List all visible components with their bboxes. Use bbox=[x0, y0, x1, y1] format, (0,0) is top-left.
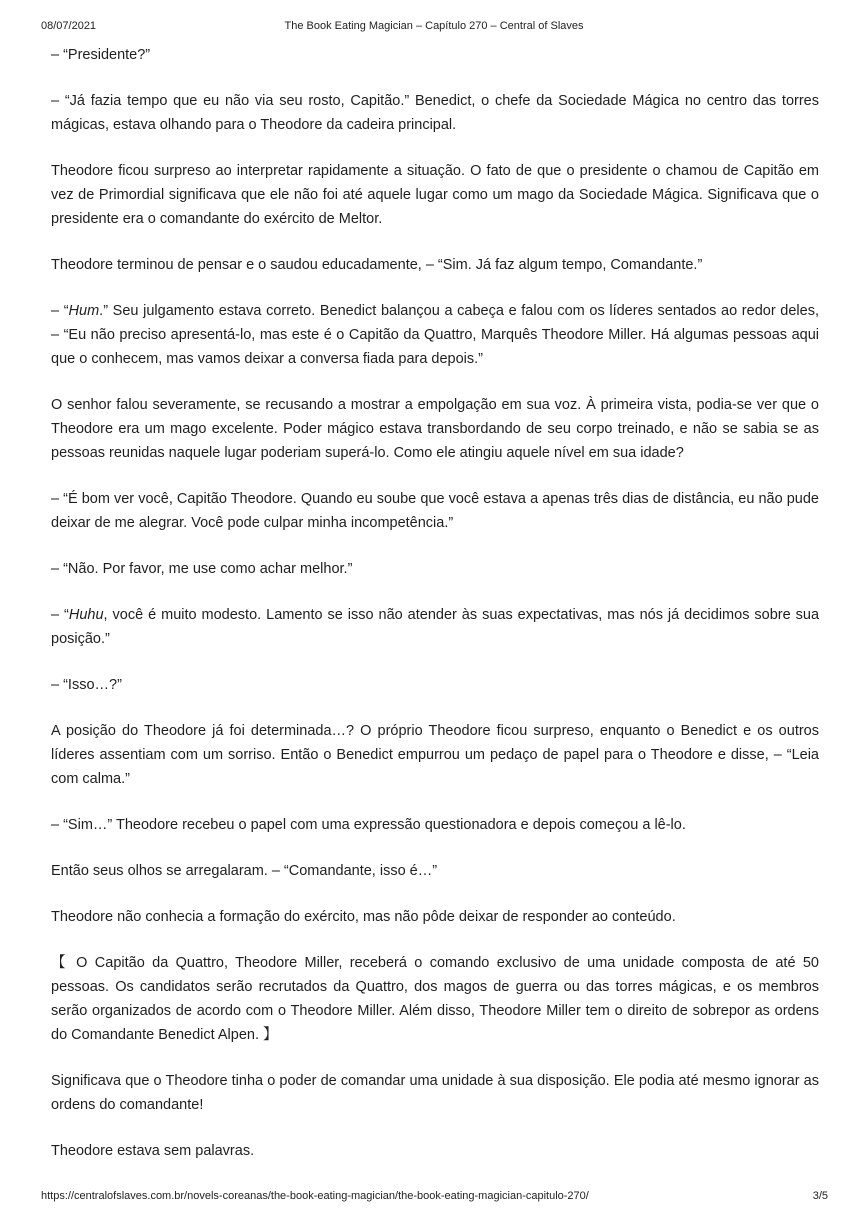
paragraph-text: Theodore não conhecia a formação do exército, mas não pôde deixar de responder ao conteúdo. bbox=[51, 909, 676, 925]
paragraph bbox=[51, 253, 819, 277]
print-header bbox=[0, 20, 868, 36]
paragraph bbox=[51, 951, 819, 1047]
paragraph-text: Theodore terminou de pensar e o saudou educadamente, – “Sim. Já faz algum tempo, Comandante.” bbox=[51, 257, 703, 273]
paragraph-text: – “É bom ver você, Capitão Theodore. Quando eu soube que você estava a apenas três dias de distância, eu não pude deixar de me alegrar. Você pode culpar minha incompetência.” bbox=[51, 491, 819, 531]
paragraph bbox=[51, 299, 819, 371]
italic-text: Hum bbox=[68, 303, 100, 319]
paragraph-text: Então seus olhos se arregalaram. – “Comandante, isso é…” bbox=[51, 863, 438, 879]
paragraph bbox=[51, 487, 819, 535]
paragraph bbox=[51, 89, 819, 137]
page-url: https://centralofslaves.com.br/novels-coreanas/the-book-eating-magician/the-book-eating-magician-capitulo-270/ bbox=[41, 1190, 589, 1202]
paragraph-text: – “Já fazia tempo que eu não via seu rosto, Capitão.” Benedict, o chefe da Sociedade Mágica no centro das torres mágicas, estava olhando para o Theodore da cadeira principal. bbox=[51, 93, 819, 133]
paragraph-text: , você é muito modesto. Lamento se isso não atender às suas expectativas, mas nós já decidimos sobre sua posição.” bbox=[51, 607, 820, 647]
paragraph bbox=[51, 859, 819, 883]
italic-text: Huhu bbox=[68, 607, 104, 623]
paragraph-text: Theodore estava sem palavras. bbox=[51, 1143, 255, 1159]
paragraph-text: .” Seu julgamento estava correto. Benedict balançou a cabeça e falou com os líderes sentados ao redor deles, – “Eu não preciso apresentá-lo, mas este é o Capitão da Quattro, Marquês Theodore Miller. Há algumas pessoas aqui que o conhecem, mas vamos deixar a conversa fiada para depois.” bbox=[51, 303, 819, 367]
paragraph bbox=[51, 673, 819, 697]
paragraph-text: – “Não. Por favor, me use como achar melhor.” bbox=[51, 561, 353, 577]
paragraph bbox=[51, 159, 819, 231]
chapter-text bbox=[51, 43, 819, 1185]
paragraph bbox=[51, 43, 819, 67]
paragraph-text: – “Isso…?” bbox=[51, 677, 122, 693]
paragraph-text: – “ bbox=[51, 303, 69, 319]
page-number: 3/5 bbox=[812, 1190, 828, 1202]
paragraph-text: 【 O Capitão da Quattro, Theodore Miller, receberá o comando exclusivo de uma unidade composta de até 50 pessoas. Os candidatos serão recrutados da Quattro, dos magos de guerra ou das torres mágicas, e os membros serão organizados de acordo com o Theodore Miller. Além disso, Theodore Miller tem o direito de sobrepor as ordens do Comandante Benedict Alpen. 】 bbox=[51, 955, 819, 1043]
paragraph bbox=[51, 393, 819, 465]
paragraph bbox=[51, 1139, 819, 1163]
paragraph-text: A posição do Theodore já foi determinada…? O próprio Theodore ficou surpreso, enquanto o Benedict e os outros líderes assentiam com um sorriso. Então o Benedict empurrou um pedaço de papel para o Theodore e disse, – “Leia com calma.” bbox=[51, 723, 819, 787]
page-title: The Book Eating Magician – Capítulo 270 – Central of Slaves bbox=[284, 20, 584, 32]
paragraph-text: Significava que o Theodore tinha o poder de comandar uma unidade à sua disposição. Ele podia até mesmo ignorar as ordens do comandante! bbox=[51, 1073, 819, 1113]
paragraph-text: – “Presidente?” bbox=[51, 47, 151, 63]
paragraph bbox=[51, 905, 819, 929]
paragraph bbox=[51, 1069, 819, 1117]
print-footer bbox=[0, 1190, 868, 1206]
paragraph bbox=[51, 603, 819, 651]
paragraph-text: Theodore ficou surpreso ao interpretar rapidamente a situação. O fato de que o presidente o chamou de Capitão em vez de Primordial significava que ele não foi até aquele lugar como um mago da Sociedade Mágica. Significava que o presidente era o comandante do exército de Meltor. bbox=[51, 163, 819, 227]
paragraph bbox=[51, 719, 819, 791]
print-date: 08/07/2021 bbox=[41, 20, 97, 32]
paragraph bbox=[51, 813, 819, 837]
paragraph-text: O senhor falou severamente, se recusando a mostrar a empolgação em sua voz. À primeira vista, podia-se ver que o Theodore era um mago excelente. Poder mágico estava transbordando de seu corpo treinado, e não se sabia se as pessoas reunidas naquele lugar poderiam superá-lo. Como ele atingiu aquele nível em sua idade? bbox=[51, 397, 819, 461]
paragraph bbox=[51, 557, 819, 581]
paragraph-text: – “ bbox=[51, 607, 69, 623]
paragraph-text: – “Sim…” Theodore recebeu o papel com uma expressão questionadora e depois começou a lê-lo. bbox=[51, 817, 686, 833]
